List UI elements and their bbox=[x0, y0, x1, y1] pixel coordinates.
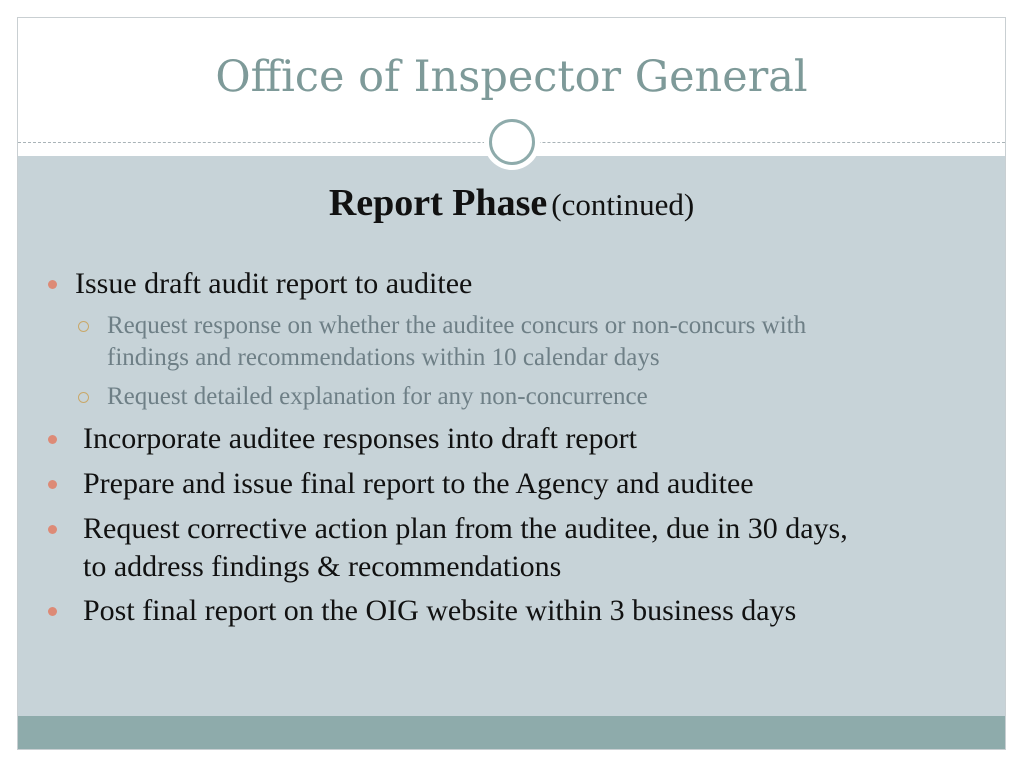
sub-bullet-circle-icon bbox=[78, 392, 89, 403]
bullet-item: Post final report on the OIG website within 3 business days bbox=[83, 594, 797, 627]
section-heading bbox=[18, 181, 1005, 225]
bullet-dot-icon bbox=[48, 435, 57, 444]
bullet-item: Issue draft audit report to auditee bbox=[75, 267, 473, 300]
sub-bullet-item: Request response on whether the auditee concurs or non-concurs with bbox=[107, 312, 807, 339]
bullet-dot-icon bbox=[48, 280, 57, 289]
bullet-item: Prepare and issue final report to the Agency and auditee bbox=[83, 467, 754, 500]
sub-bullet-item: Request detailed explanation for any non-concurrence bbox=[107, 383, 648, 410]
slide bbox=[17, 17, 1006, 750]
slide-title: Office of Inspector General bbox=[215, 52, 808, 102]
sub-bullet-item-continued: findings and recommendations within 10 calendar days bbox=[107, 344, 660, 371]
ring-ornament-icon bbox=[484, 114, 540, 170]
footer-bar bbox=[18, 716, 1005, 750]
sub-bullet-circle-icon bbox=[78, 321, 89, 332]
bullet-dot-icon bbox=[48, 480, 57, 489]
bullet-dot-icon bbox=[48, 607, 57, 616]
bullet-item: Incorporate auditee responses into draft report bbox=[83, 422, 637, 455]
bullet-item: Request corrective action plan from the auditee, due in 30 days, bbox=[83, 512, 848, 545]
bullet-item-continued: to address findings & recommendations bbox=[83, 550, 562, 583]
heading-continued: (continued) bbox=[551, 187, 695, 222]
heading-bold: Report Phase bbox=[328, 182, 548, 224]
bullet-dot-icon bbox=[48, 525, 57, 534]
